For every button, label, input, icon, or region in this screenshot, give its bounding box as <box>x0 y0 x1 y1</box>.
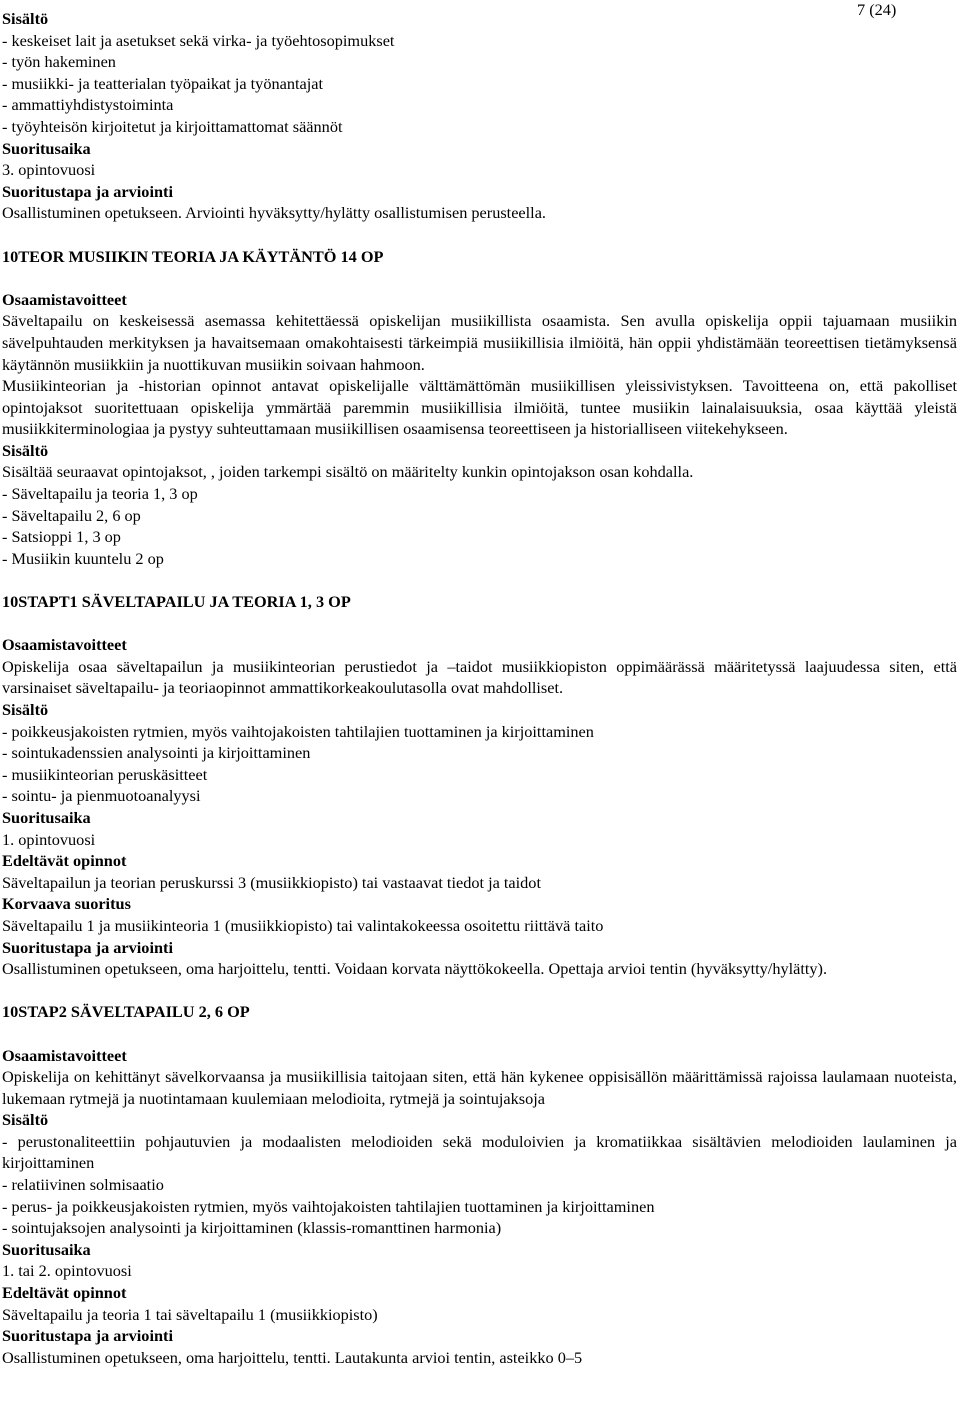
course-heading: 10TEOR MUSIIKIN TEORIA JA KÄYTÄNTÖ 14 OP <box>2 246 384 266</box>
paragraph: Säveltapailu on keskeisessä asemassa kehitettäessä opiskelijan musiikillista osaamista. Sen avulla opiskelija oppii tajuamaan musiikin sävelpuhtauden merkityksen ja havaitsemaan omakohtaisesti tärkeimpiä musiikillisia ilmiöitä, hän oppii yhdistämään teoreettisen tietämyksensä käytännön musiikkiin ja nuottikuvan musiikin soivaan hahmoon. <box>2 311 957 374</box>
suoritustapa-label: Suoritustapa ja arviointi <box>2 181 173 201</box>
korvaava-label: Korvaava suoritus <box>2 894 131 914</box>
list-item: - työn hakeminen <box>2 52 116 72</box>
list-item: - keskeiset lait ja asetukset sekä virka- ja työehtosopimukset <box>2 30 395 50</box>
suoritustapa-value: Osallistuminen opetukseen, oma harjoittelu, tentti. Lautakunta arvioi tentin, asteikko 0–5 <box>2 1347 583 1367</box>
list-item: - Säveltapailu 2, 6 op <box>2 505 141 525</box>
suoritusaika-label: Suoritusaika <box>2 1239 91 1259</box>
list-item: - sointukadenssien analysointi ja kirjoittaminen <box>2 743 311 763</box>
course-heading: 10STAPT1 SÄVELTAPAILU JA TEORIA 1, 3 OP <box>2 592 351 612</box>
list-item: - musiikinteorian peruskäsitteet <box>2 764 208 784</box>
sisalto-label: Sisältö <box>2 440 49 460</box>
osaamistavoitteet-label: Osaamistavoitteet <box>2 289 127 309</box>
edeltavat-value: Säveltapailun ja teorian peruskurssi 3 (musiikkiopisto) tai vastaavat tiedot ja taidot <box>2 872 541 892</box>
document-body <box>2 8 957 1368</box>
suoritusaika-value: 3. opintovuosi <box>2 160 96 180</box>
list-item: - Säveltapailu ja teoria 1, 3 op <box>2 484 198 504</box>
list-item: - perus- ja poikkeusjakoisten rytmien, myös vaihtojakoisten tahtilajien tuottaminen ja kirjoittaminen <box>2 1196 655 1216</box>
course-teoria <box>2 246 957 570</box>
edeltavat-value: Säveltapailu ja teoria 1 tai säveltapailu 1 (musiikkiopisto) <box>2 1304 378 1324</box>
list-item: - Musiikin kuuntelu 2 op <box>2 548 164 568</box>
list-item: - poikkeusjakoisten rytmien, myös vaihtojakoisten tahtilajien tuottaminen ja kirjoittaminen <box>2 721 594 741</box>
list-item: - sointu- ja pienmuotoanalyysi <box>2 786 201 806</box>
suoritusaika-label: Suoritusaika <box>2 138 91 158</box>
sisalto-label: Sisältö <box>2 1110 49 1130</box>
sisalto-label: Sisältö <box>2 700 49 719</box>
course-stap2 <box>2 1001 957 1368</box>
suoritustapa-label: Suoritustapa ja arviointi <box>2 1326 173 1346</box>
list-item: - sointujaksojen analysointi ja kirjoittaminen (klassis-romanttinen harmonia) <box>2 1218 502 1238</box>
korvaava-value: Säveltapailu 1 ja musiikinteoria 1 (musiikkiopisto) tai valintakokeessa osoitettu riittävä taito <box>2 915 604 935</box>
suoritusaika-value: 1. opintovuosi <box>2 829 96 849</box>
paragraph: Musiikinteorian ja -historian opinnot antavat opiskelijalle välttämättömän musiikillisen yleissivistyksen. Tavoitteena on, että pakolliset opintojaksot suoritettuaan opiskelija ymmärtää paremmin musiikillisia ilmiöitä, tuntee musiikin lainalaisuuksia, osaa käyttää yleistä musiikkiterminologiaa ja pystyy suhteuttamaan musiikillisen osaamisensa teoreettiseen ja historialliseen viitekehykseen. <box>2 376 957 439</box>
sisalto-label: Sisältö <box>2 9 49 28</box>
edeltavat-label: Edeltävät opinnot <box>2 851 127 871</box>
page-number: 7 (24) <box>857 0 897 19</box>
list-item: - perustonaliteettiin pohjautuvien ja modaalisten melodioiden sekä moduloivien ja kromatiikkaa sisältävien melodioiden laulaminen ja kirjoittaminen <box>2 1131 957 1173</box>
course-stapt1 <box>2 591 957 980</box>
course-heading: 10STAP2 SÄVELTAPAILU 2, 6 OP <box>2 1002 250 1022</box>
suoritustapa-value: Osallistuminen opetukseen. Arviointi hyväksytty/hylätty osallistumisen perusteella. <box>2 203 546 223</box>
suoritusaika-value: 1. tai 2. opintovuosi <box>2 1261 132 1281</box>
list-item: - ammattiyhdistystoiminta <box>2 95 174 115</box>
suoritustapa-label: Suoritustapa ja arviointi <box>2 937 173 957</box>
list-item: - työyhteisön kirjoitetut ja kirjoittamattomat säännöt <box>2 116 343 136</box>
osaamistavoitteet-label: Osaamistavoitteet <box>2 635 127 655</box>
paragraph: Opiskelija on kehittänyt sävelkorvaansa ja musiikillisia taitojaan siten, että hän kykenee oppisisällön määrittämissä rajoissa laulamaan nuoteista, lukemaan rytmejä ja nuotintamaan kuulemiaan melodioita, rytmejä ja sointujaksoja <box>2 1067 957 1108</box>
intro-section <box>2 8 957 224</box>
list-item: - musiikki- ja teatterialan työpaikat ja työnantajat <box>2 73 323 93</box>
osaamistavoitteet-label: Osaamistavoitteet <box>2 1045 127 1065</box>
edeltavat-label: Edeltävät opinnot <box>2 1283 127 1303</box>
list-item: - Satsioppi 1, 3 op <box>2 527 121 547</box>
paragraph: Opiskelija osaa säveltapailun ja musiikinteorian perustiedot ja –taidot musiikkiopiston oppimäärässä määritetyssä laajuudessa siten, että varsinaiset säveltapailu- ja teoriaopinnot ammattikorkeakoulutasolla ovat mahdolliset. <box>2 656 957 698</box>
suoritustapa-value: Osallistuminen opetukseen, oma harjoittelu, tentti. Voidaan korvata näyttökokeella. Opettaja arvioi tentin (hyväksytty/hylätty). <box>2 959 828 979</box>
list-item: - relatiivinen solmisaatio <box>2 1175 164 1195</box>
sisalto-intro: Sisältää seuraavat opintojaksot, , joiden tarkempi sisältö on määritelty kunkin opintojakson osan kohdalla. <box>2 462 694 482</box>
suoritusaika-label: Suoritusaika <box>2 807 91 827</box>
